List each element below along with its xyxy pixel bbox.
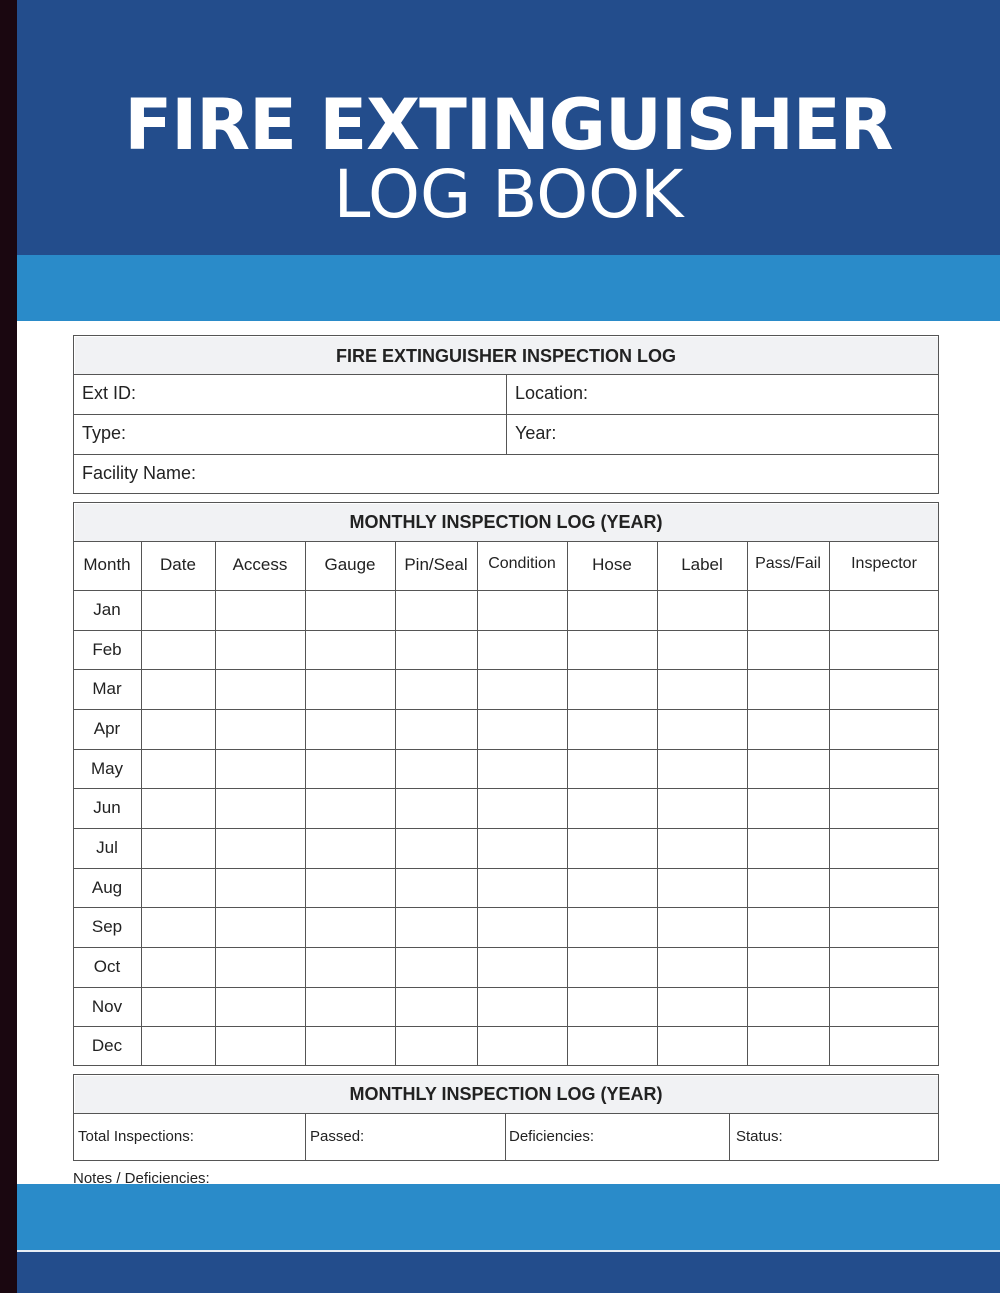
month-label: Jun xyxy=(93,798,121,818)
month-label: Nov xyxy=(91,996,123,1016)
notes-area xyxy=(17,1160,1000,1184)
column-header: Date xyxy=(160,555,196,574)
row-divider xyxy=(73,987,939,988)
location-label: Location: xyxy=(515,383,589,403)
cover-title: FIRE EXTINGUISHER xyxy=(124,84,893,166)
summary-divider xyxy=(505,1113,506,1161)
row-divider xyxy=(73,630,939,631)
footer-band xyxy=(17,1250,1000,1293)
column-header: Gauge xyxy=(324,555,376,574)
month-label: Dec xyxy=(91,1036,123,1056)
summary-table-title: MONTHLY INSPECTION LOG (YEAR) xyxy=(75,1076,938,1113)
total-inspections-label: Total Inspections: xyxy=(78,1128,194,1145)
column-header: Pin/Seal xyxy=(404,555,468,574)
column-header: Condition xyxy=(488,555,556,572)
facility-name-label: Facility Name: xyxy=(82,463,197,483)
column-header: Hose xyxy=(592,555,632,574)
header-divider xyxy=(73,590,939,591)
cover-subtitle: LOG BOOK xyxy=(333,156,684,233)
row-divider xyxy=(73,788,939,789)
row-divider xyxy=(73,907,939,908)
monthly-inspection-table xyxy=(73,502,939,1066)
year-label: Year: xyxy=(515,423,557,443)
status-label: Status: xyxy=(736,1128,783,1145)
book-spine xyxy=(0,0,17,1293)
month-label: Aug xyxy=(91,877,123,897)
column-header: Inspector xyxy=(851,555,917,572)
column-header: Access xyxy=(232,555,288,574)
monthly-table-title: MONTHLY INSPECTION LOG (YEAR) xyxy=(75,504,938,541)
column-header: Pass/Fail xyxy=(755,555,821,572)
month-label: Sep xyxy=(91,917,123,937)
footer-accent-band xyxy=(17,1184,1000,1250)
column-header: Label xyxy=(681,555,723,574)
deficiencies-label: Deficiencies: xyxy=(509,1128,595,1145)
row-divider xyxy=(73,709,939,710)
month-label: Apr xyxy=(93,719,121,738)
month-label: Oct xyxy=(93,957,121,977)
info-divider xyxy=(73,454,939,455)
row-divider xyxy=(73,868,939,869)
ext-id-label: Ext ID: xyxy=(82,383,137,403)
notes-label: Notes / Deficiencies: xyxy=(73,1170,210,1184)
info-table-title: FIRE EXTINGUISHER INSPECTION LOG xyxy=(75,337,938,375)
row-divider xyxy=(73,749,939,750)
summary-divider xyxy=(729,1113,730,1161)
info-divider xyxy=(506,374,507,454)
column-header: Month xyxy=(83,555,131,574)
row-divider xyxy=(73,947,939,948)
row-divider xyxy=(73,828,939,829)
row-divider xyxy=(73,1026,939,1027)
month-label: Mar xyxy=(92,679,122,699)
table-divider xyxy=(73,541,939,542)
summary-divider xyxy=(73,1113,939,1114)
passed-label: Passed: xyxy=(310,1128,365,1145)
month-label: May xyxy=(90,758,124,778)
month-label: Jan xyxy=(93,600,121,619)
month-label: Jul xyxy=(96,838,118,858)
type-label: Type: xyxy=(82,423,127,443)
summary-divider xyxy=(305,1113,306,1161)
row-divider xyxy=(73,669,939,670)
month-label: Feb xyxy=(92,639,122,659)
header-accent-band xyxy=(17,255,1000,321)
